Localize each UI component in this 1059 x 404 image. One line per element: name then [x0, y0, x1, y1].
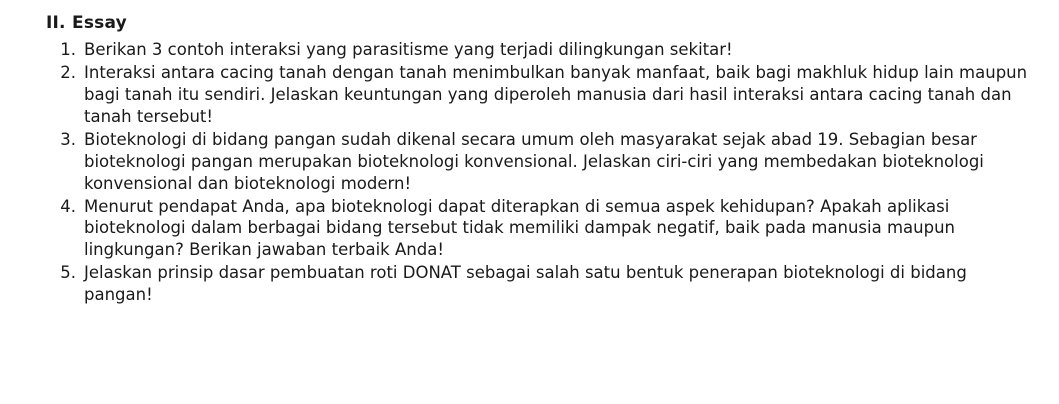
question-text: Jelaskan prinsip dasar pembuatan roti DONAT sebagai salah satu bentuk penerapan bioteknologi di bidang pangan!	[84, 263, 967, 305]
list-item	[46, 62, 1029, 128]
section-title-text: Essay	[72, 13, 127, 33]
question-number: 1.	[60, 39, 76, 59]
question-text: Menurut pendapat Anda, apa bioteknologi dapat diterapkan di semua aspek kehidupan? Apakah aplikasi bioteknologi dalam berbagai bidang tersebut tidak memiliki dampak negatif, baik pada manusia maupun lingkungan? Berikan jawaban terbaik Anda!	[84, 196, 955, 260]
list-item	[46, 262, 1029, 306]
question-number: 4.	[60, 196, 76, 216]
question-text: Bioteknologi di bidang pangan sudah dikenal secara umum oleh masyarakat sejak abad 19. Sebagian besar bioteknologi pangan merupakan bioteknologi konvensional. Jelaskan ciri-ciri yang membedakan bioteknologi konvensional dan bioteknologi modern!	[84, 129, 984, 193]
question-text: Interaksi antara cacing tanah dengan tanah menimbulkan banyak manfaat, baik bagi makhluk hidup lain maupun bagi tanah itu sendiri. Jelaskan keuntungan yang diperoleh manusia dari hasil interaksi antara cacing tanah dan tanah tersebut!	[84, 62, 1028, 126]
section-numeral: II.	[46, 13, 66, 33]
question-text: Berikan 3 contoh interaksi yang parasitisme yang terjadi dilingkungan sekitar!	[84, 39, 733, 59]
question-number: 5.	[60, 263, 76, 283]
question-list	[46, 39, 1029, 306]
list-item	[46, 39, 1029, 61]
section-heading	[46, 12, 1029, 35]
question-number: 3.	[60, 129, 76, 149]
list-item	[46, 196, 1029, 262]
list-item	[46, 129, 1029, 195]
question-number: 2.	[60, 62, 76, 82]
